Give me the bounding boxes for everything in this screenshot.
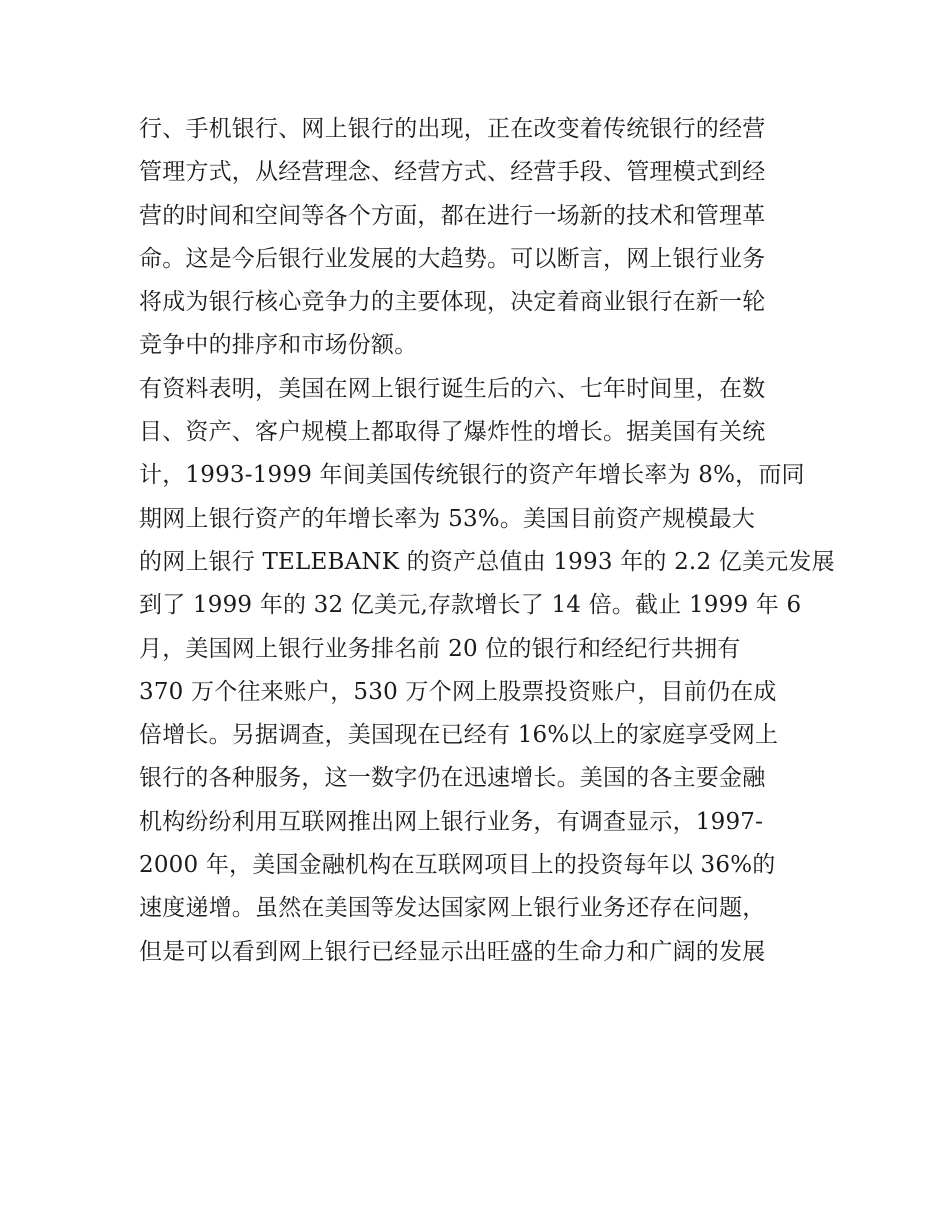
text-line: 营的时间和空间等各个方面，都在进行一场新的技术和管理革 xyxy=(139,202,766,229)
text-line: 竞争中的排序和市场份额。 xyxy=(139,332,418,359)
text-line: 2000 年，美国金融机构在互联网项目上的投资每年以 36%的 xyxy=(139,852,776,879)
text-line: 期网上银行资产的年增长率为 53%。美国目前资产规模最大 xyxy=(139,505,756,532)
text-line: 的网上银行 TELEBANK 的资产总值由 1993 年的 2.2 亿美元发展 xyxy=(139,548,835,575)
paragraph-2 xyxy=(139,368,835,974)
text-line: 银行的各种服务，这一数字仍在迅速增长。美国的各主要金融 xyxy=(139,765,766,792)
body-text xyxy=(139,108,835,974)
text-line: 有资料表明，美国在网上银行诞生后的六、七年时间里，在数 xyxy=(139,375,766,402)
text-line: 将成为银行核心竞争力的主要体现，决定着商业银行在新一轮 xyxy=(139,289,766,316)
text-line: 行、手机银行、网上银行的出现，正在改变着传统银行的经营 xyxy=(139,116,766,142)
text-line: 倍增长。另据调查，美国现在已经有 16%以上的家庭享受网上 xyxy=(139,722,779,749)
paragraph-1 xyxy=(139,108,829,368)
text-line: 目、资产、客户规模上都取得了爆炸性的增长。据美国有关统 xyxy=(139,419,766,446)
text-line: 命。这是今后银行业发展的大趋势。可以断言，网上银行业务 xyxy=(139,245,766,272)
text-line: 到了 1999 年的 32 亿美元,存款增长了 14 倍。截止 1999 年 6 xyxy=(139,592,802,619)
text-line: 速度递增。虽然在美国等发达国家网上银行业务还存在问题， xyxy=(139,895,766,922)
text-line: 月，美国网上银行业务排名前 20 位的银行和经纪行共拥有 xyxy=(139,635,741,662)
text-line: 机构纷纷利用互联网推出网上银行业务，有调查显示，1997- xyxy=(139,808,764,835)
text-line: 370 万个往来账户，530 万个网上股票投资账户，目前仍在成 xyxy=(139,678,777,705)
text-line: 管理方式，从经营理念、经营方式、经营手段、管理模式到经 xyxy=(139,159,766,186)
text-line: 但是可以看到网上银行已经显示出旺盛的生命力和广阔的发展 xyxy=(139,938,766,965)
text-line: 计，1993-1999 年间美国传统银行的资产年增长率为 8%，而同 xyxy=(139,462,805,489)
